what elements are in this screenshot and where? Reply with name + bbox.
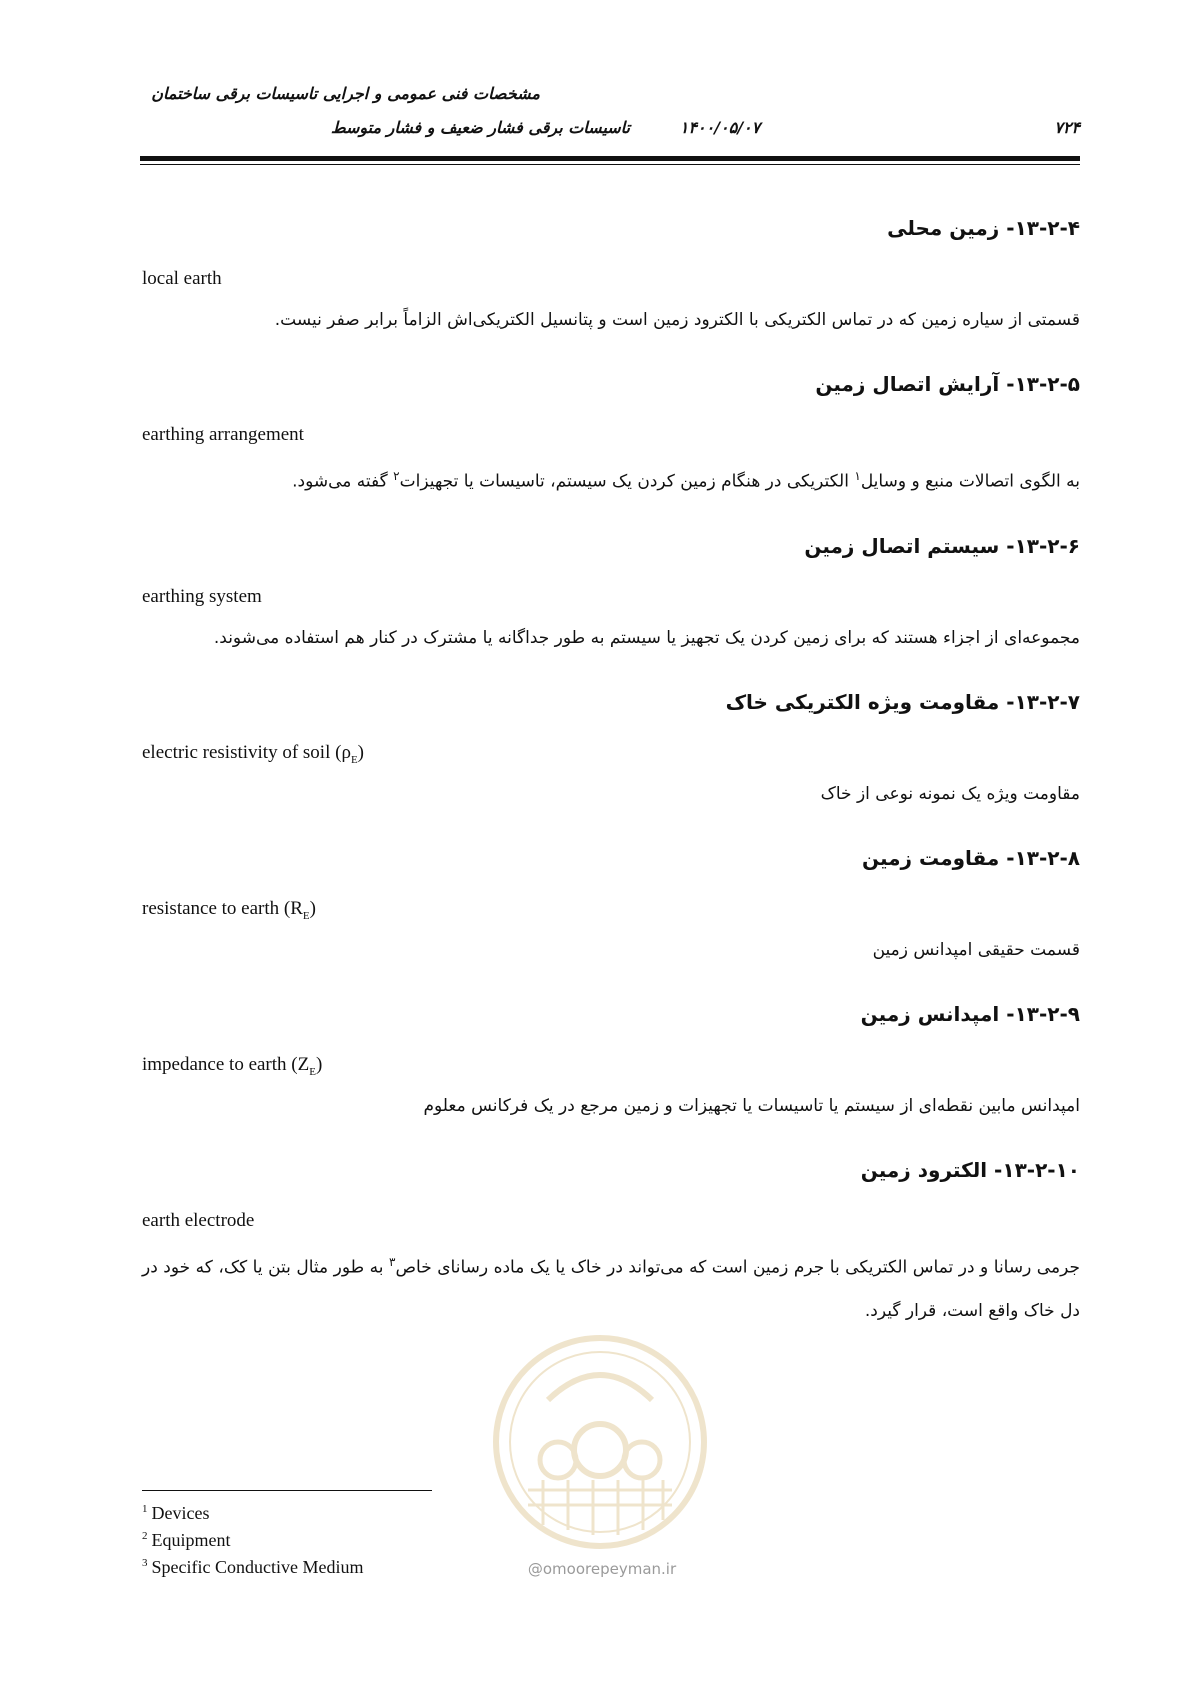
- section-heading: ۱۳-۲-۵- آرایش اتصال زمین: [815, 372, 1080, 396]
- section-earthing-arrangement: [142, 366, 1080, 504]
- footnote-separator: [142, 1490, 432, 1491]
- section-heading: ۱۳-۲-۶- سیستم اتصال زمین: [804, 533, 1080, 558]
- section-heading: ۱۳-۲-۹- امپدانس زمین: [860, 1001, 1080, 1026]
- footnotes: [142, 1498, 642, 1579]
- definition-text: قسمتی از سیاره زمین که در تماس الکتریکی با الکترود زمین است و پتانسیل الکتریکی‌اش الزاماً برابر صفر نیست.: [274, 310, 1080, 330]
- english-term: electric resistivity of soil $(\rho_E)$: [142, 741, 364, 766]
- footnote-item: $^2$ Equipment: [142, 1530, 231, 1550]
- section-earth-electrode: [142, 1152, 1080, 1334]
- english-term: resistance to earth $(R_E)$: [142, 897, 316, 922]
- english-term: earthing arrangement: [142, 424, 304, 445]
- footnote-ref: ۲: [393, 469, 400, 483]
- section-heading: ۱۳-۲-۴- زمین محلی: [887, 216, 1080, 240]
- section-impedance-to-earth: [142, 996, 1080, 1128]
- section-local-earth: [142, 210, 1080, 342]
- definition-text: مجموعه‌ای از اجزاء هستند که برای زمین کردن یک تجهیز یا سیستم به طور جداگانه یا مشترک در کنار هم استفاده می‌شوند.: [213, 627, 1080, 648]
- section-heading: ۱۳-۲-۸- مقاومت زمین: [862, 845, 1080, 870]
- english-term: impedance to earth $(Z_E)$: [142, 1053, 323, 1078]
- english-term: earthing system: [142, 585, 262, 607]
- main-content: [142, 210, 1080, 1357]
- definition-text: به الگوی اتصالات منبع و وسایل$^۱$ الکتریکی در هنگام زمین کردن یک سیستم، تاسیسات یا تجهیزات$^۲$ گفته می‌شود.: [292, 469, 1080, 492]
- definition-text: قسمت حقیقی امپدانس زمین: [872, 939, 1080, 960]
- section-earthing-system: [142, 528, 1080, 660]
- header-rule-thick: [140, 156, 1080, 161]
- section-soil-resistivity: [142, 684, 1080, 816]
- header-title: مشخصات فنی عمومی و اجرایی تاسیسات برقی ساختمان: [151, 84, 540, 103]
- english-term: earth electrode: [142, 1209, 255, 1231]
- section-heading: ۱۳-۲-۷- مقاومت ویژه الکتریکی خاک: [725, 689, 1080, 714]
- footnote-ref: ۱: [854, 469, 861, 483]
- watermark-text: @omoorepeyman.ir: [527, 1560, 677, 1578]
- header-row: [140, 118, 1080, 142]
- definition-text: امپدانس مابین نقطه‌ای از سیستم یا تاسیسات یا تجهیزات و زمین مرجع در یک فرکانس معلوم: [423, 1095, 1080, 1116]
- header-subtitle: تاسیسات برقی فشار ضعیف و فشار متوسط: [330, 118, 630, 137]
- header-rule-thin: [140, 164, 1080, 165]
- footnote-ref: ۳: [389, 1254, 396, 1269]
- definition-text: جرمی رسانا و در تماس الکتریکی با جرم زمین است که می‌تواند در خاک یا یک ماده رسانای خاص$^۳$ به طور مثال بتن یا کک، که خود در دل خاک واقع است، قرار گیرد.: [142, 1254, 1080, 1322]
- footnote-item: $^1$ Devices: [142, 1503, 210, 1523]
- section-resistance-to-earth: [142, 840, 1080, 972]
- page-number: ۷۲۴: [1054, 118, 1080, 137]
- english-term: local earth: [142, 268, 222, 289]
- definition-text: مقاومت ویژه یک نمونه نوعی از خاک: [820, 783, 1080, 804]
- header-date: ۱۴۰۰/۰۵/۰۷: [679, 118, 761, 137]
- section-heading: ۱۳-۲-۱۰- الکترود زمین: [860, 1157, 1080, 1182]
- footnote-item: $^3$ Specific Conductive Medium: [142, 1557, 364, 1577]
